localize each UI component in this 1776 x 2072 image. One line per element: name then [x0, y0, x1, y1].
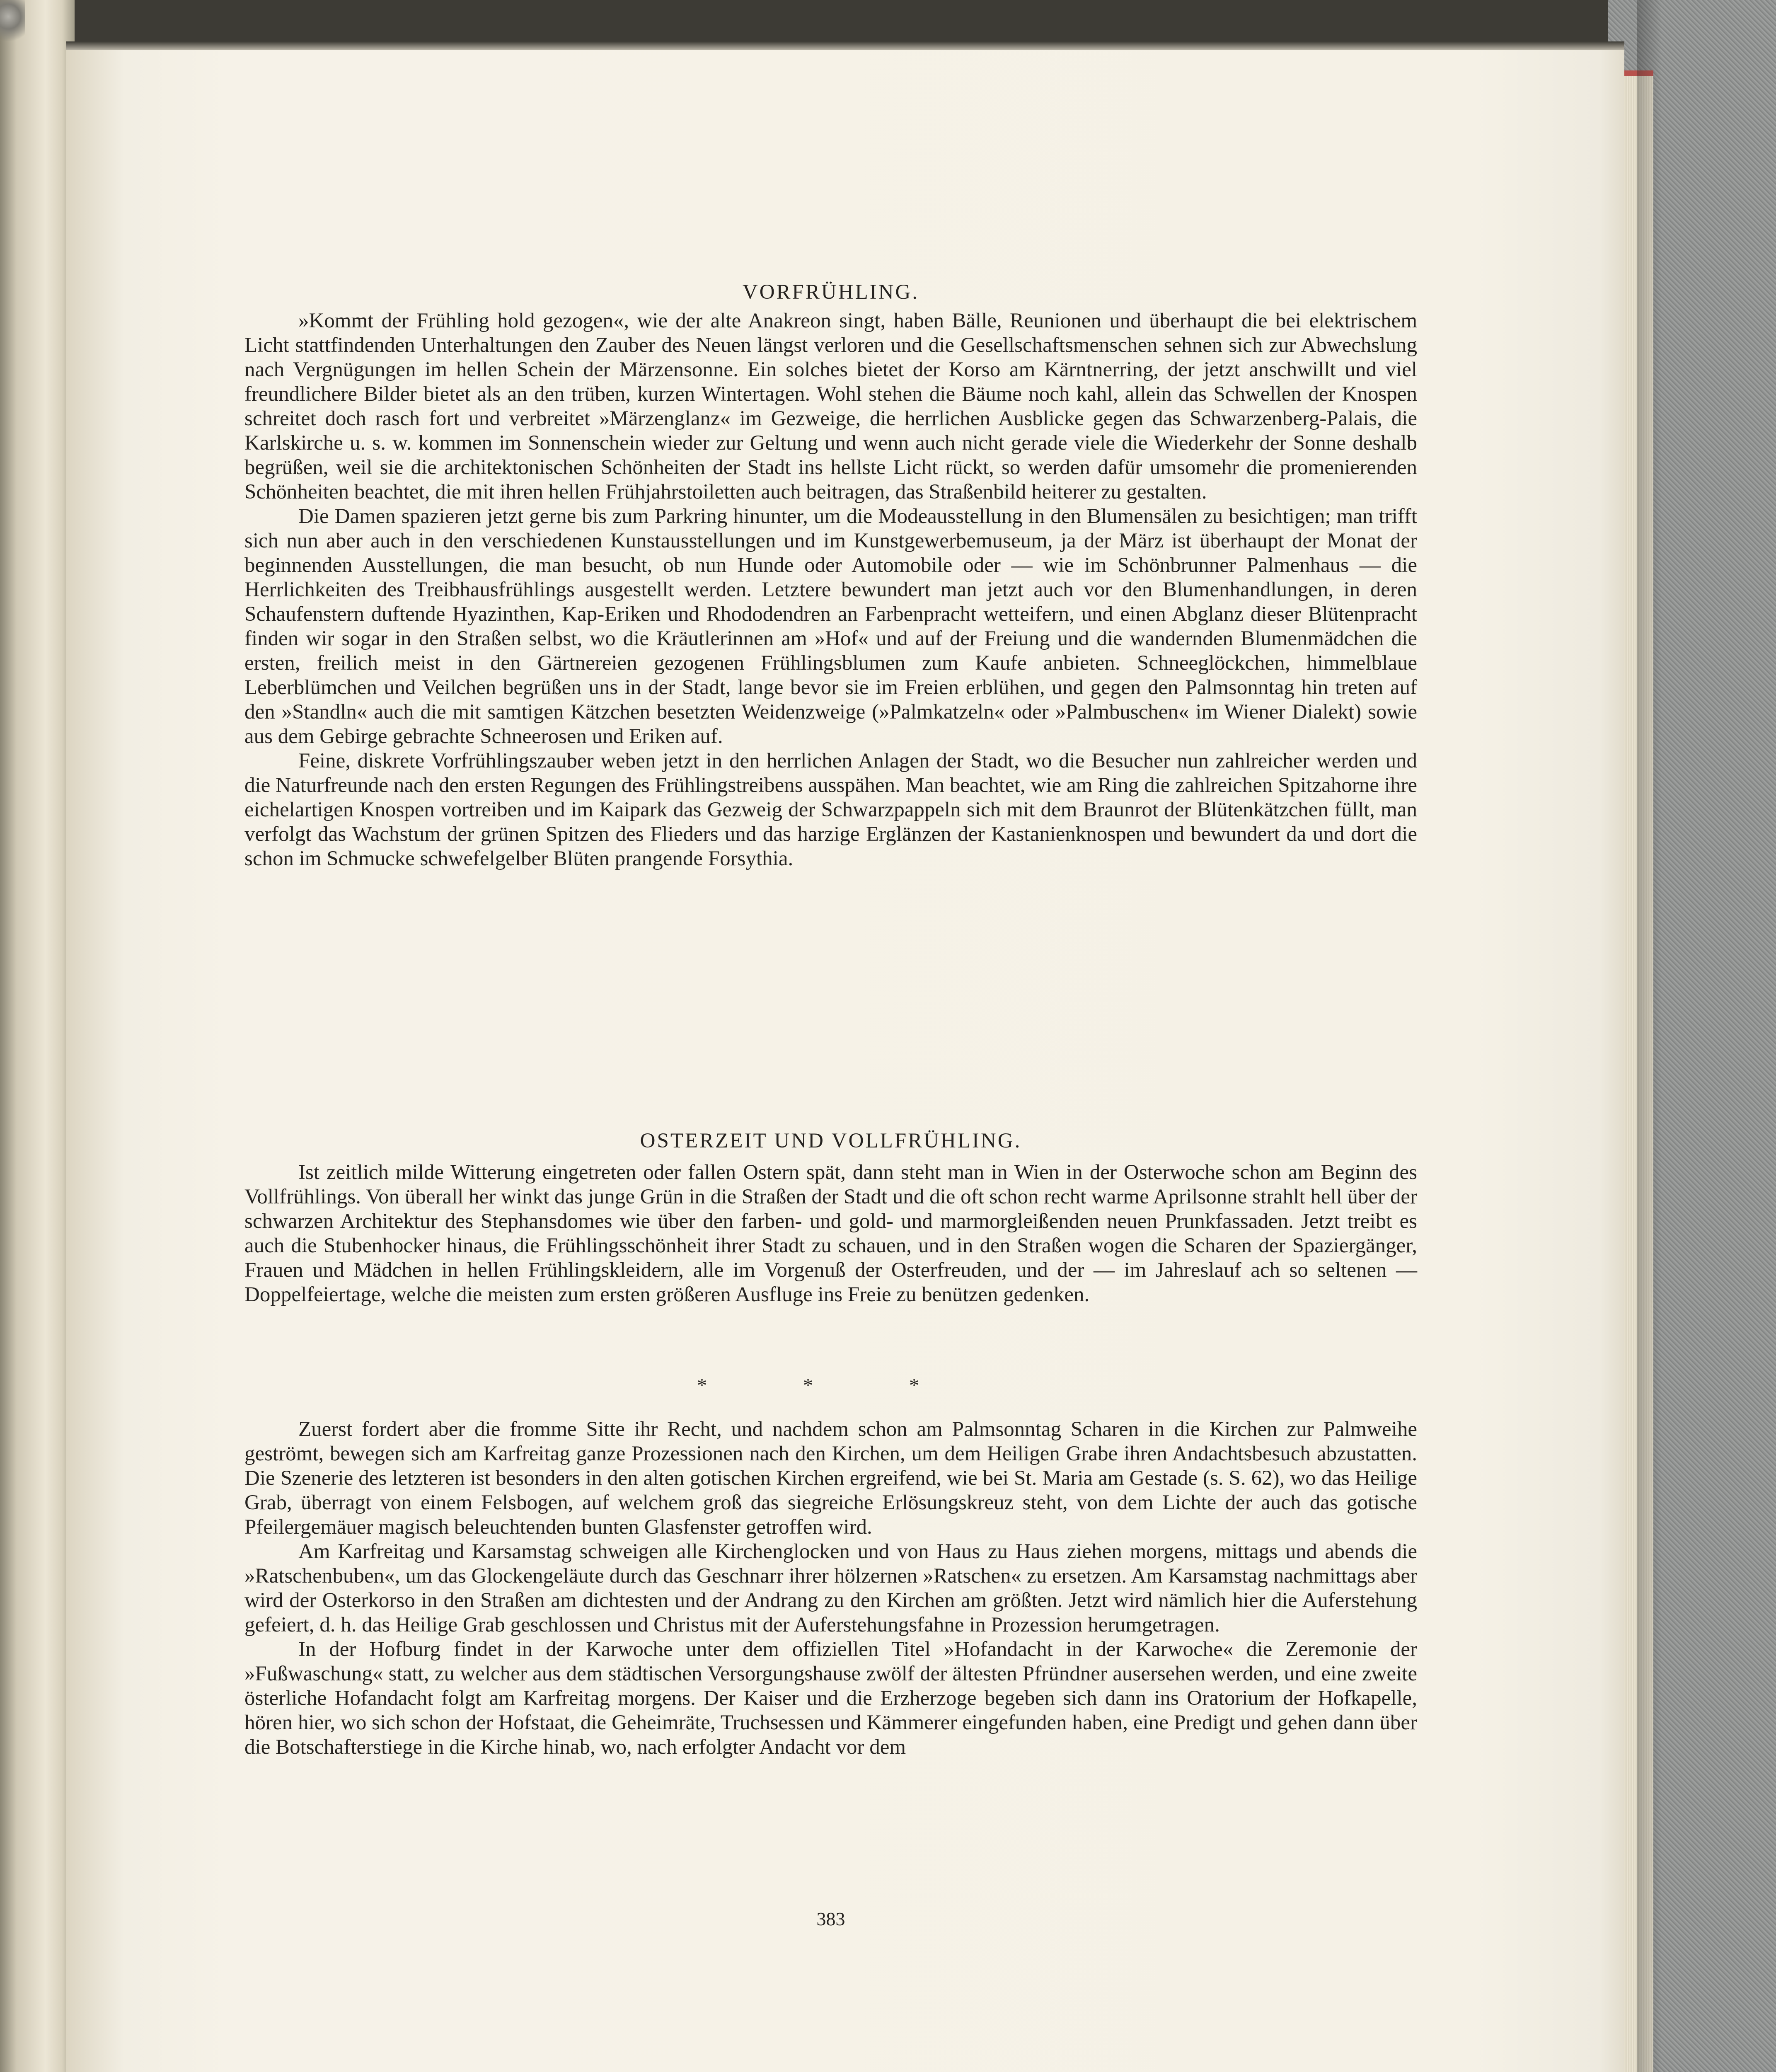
section-body-vorfruehling — [244, 309, 1417, 871]
previous-page-edge — [0, 0, 75, 2072]
paragraph: Zuerst fordert aber die fromme Sitte ihr Recht, und nachdem schon am Palmsonntag Scharen in die Kirchen zur Palmweihe geströmt, bewegen sich am Karfreitag ganze Prozessionen nach den Kirchen, um dem Heiligen Grabe ihren Andachtsbesuch abzustatten. Die Szenerie des letzteren ist besonders in den alten gotischen Kirchen ergreifend, wie bei St. Maria am Gestade (s. S. 62), wo das Heilige Grab, überragt von einem Felsbogen, auf welchem groß das siegreiche Erlösungskreuz steht, von dem Lichte der auch das gotische Pfeilergemäuer magisch beleuchtenden bunten Glasfenster getroffen wird. — [244, 1418, 1417, 1539]
continuation-body — [244, 1417, 1417, 1760]
paragraph: Die Damen spazieren jetzt gerne bis zum Parkring hinunter, um die Modeausstellung in den Blumensälen zu besichtigen; man trifft sich nun aber auch in den verschiedenen Kunstausstellungen und im Kunstgewerbemuseum, ja der März ist überhaupt der Monat der beginnenden Ausstellungen, die man besucht, ob nun Hunde oder Automobile oder — wie im Schönbrunner Palmenhaus — die Herrlichkeiten des Treibhausfrühlings ausgestellt werden. Letztere bewundert man jetzt auch vor den Blumenhandlungen, in deren Schaufenstern duftende Hyazinthen, Kap-Eriken und Rhododendren an Farbenpracht wetteifern, und einen Abglanz dieser Blütenpracht finden wir sogar in den Straßen selbst, wo die Kräutlerinnen am »Hof« und auf der Freiung und die wandernden Blumenmädchen die ersten, freilich meist in den Gärtnereien gezogenen Frühlingsblumen zum Kaufe anbieten. Schneeglöckchen, himmelblaue Leberblümchen und Veilchen begrüßen uns in der Stadt, lange bevor sie im Freien erblühen, und gegen den Palmsonntag hin treten auf den »Standln« auch die mit samtigen Kätzchen besetzten Weidenzweige (»Palmkatzeln« oder »Palmbuschen« im Wiener Dialekt) sowie aus dem Gebirge gebrachte Schneerosen und Eriken auf. — [244, 505, 1417, 748]
page-number: 383 — [816, 1908, 845, 1929]
paragraph: Feine, diskrete Vorfrühlingszauber weben jetzt in den herrlichen Anlagen der Stadt, wo die Besucher nun zahlreicher werden und die Naturfreunde nach den ersten Regungen des Frühlingstreibens ausspähen. Man beachtet, wie am Ring die zahlreichen Spitzahorne ihre eichelartigen Knospen vortreiben und im Kaipark das Gezweig der Schwarzpappeln sich mit dem Braunrot der Blütenkätzchen füllt, man verfolgt das Wachstum der grünen Spitzen des Flieders und das harzige Erglänzen der Kastanienknospen und bewundert da und dort die schon im Schmucke schwefelgelber Blüten prangende Forsythia. — [244, 749, 1417, 870]
paragraph: Ist zeitlich milde Witterung eingetreten oder fallen Ostern spät, dann steht man in Wien in der Osterwoche schon am Beginn des Vollfrühlings. Von überall her winkt das junge Grün in die Straßen der Stadt und die oft schon recht warme Aprilsonne strahlt hell über der schwarzen Architektur des Stephansdomes wie über den farben- und gold- und marmorgleißenden neuen Prunkfassaden. Jetzt treibt es auch die Stubenhocker hinaus, die Frühlingsschönheit ihrer Stadt zu schauen, und in den Straßen wogen die Scharen der Spaziergänger, Frauen und Mädchen in hellen Frühlingskleidern, alle im Vorgenuß der Osterfreuden, und der — im Jahreslauf ach so seltenen — Doppelfeiertage, welche die meisten zum ersten größeren Ausfluge ins Freie zu benützen gedenken. — [244, 1161, 1417, 1306]
frayed-binding — [0, 0, 25, 50]
paragraph: »Kommt der Frühling hold gezogen«, wie der alte Anakreon singt, haben Bälle, Reunionen und überhaupt die bei elektrischem Licht stattfindenden Unterhaltungen den Zauber des Neuen längst verloren und die Gesellschaftsmenschen sehnen sich zur Abwechslung nach Vergnügungen im hellen Schein der Märzensonne. Ein solches bietet der Korso am Kärntnerring, der jetzt anschwillt und viel freundlichere Bilder bietet als an den trüben, kurzen Wintertagen. Wohl stehen die Bäume noch kahl, allein das Schwellen der Knospen schreitet doch rasch fort und verbreitet »Märzenglanz« im Gezweige, die herrlichen Ausblicke gegen das Schwarzenberg-Palais, die Karlskirche u. s. w. kommen im Sonnenschein wieder zur Geltung und wenn auch nicht gerade viele die Wiederkehr der Sonne deshalb begrüßen, weil sie die architektonischen Schönheiten der Stadt ins hellste Licht rückt, so werden dafür umsomehr die promenierenden Schönheiten beachtet, die mit ihren hellen Frühjahrstoiletten auch beitragen, das Straßenbild heiterer zu gestalten. — [244, 309, 1417, 503]
cover-shadow — [1637, 0, 1662, 2072]
section-separator: * * * — [697, 1375, 965, 1397]
paragraph: In der Hofburg findet in der Karwoche unter dem offiziellen Titel »Hofandacht in der Karwoche« die Zeremonie der »Fußwaschung« statt, zu welcher aus dem städtischen Versorgungshause zwölf der ältesten Pfründner ausersehen werden, und eine zweite österliche Hofandacht folgt am Karfreitag morgens. Der Kaiser und die Erzherzoge begeben sich dann ins Oratorium der Hofkapelle, hören hier, wo sich schon der Hofstaat, die Geheimräte, Truchsessen und Kämmerer eingefunden haben, eine Predigt und gehen dann über die Botschafterstiege in die Kirche hinab, wo, nach erfolgter Andacht vor dem — [244, 1638, 1417, 1759]
paragraph: Am Karfreitag und Karsamstag schweigen alle Kirchenglocken und von Haus zu Haus ziehen morgens, mittags und abends die »Ratschenbuben«, um das Glockengeläute durch das Geschnarr ihrer hölzernen »Ratschen« zu ersetzen. Am Karsamstag nachmittags aber wird der Osterkorso in den Straßen am dichtesten und der Andrang zu den Kirchen am größten. Jetzt wird nämlich hier die Auferstehung gefeiert, d. h. das Heilige Grab geschlossen und Christus mit der Auferstehungsfahne in Prozession herumgetragen. — [244, 1540, 1417, 1636]
section-heading-vorfruehling: VORFRÜHLING. — [742, 281, 919, 304]
section-heading-osterzeit: OSTERZEIT UND VOLLFRÜHLING. — [640, 1129, 1022, 1152]
section-body-osterzeit — [244, 1160, 1417, 1307]
